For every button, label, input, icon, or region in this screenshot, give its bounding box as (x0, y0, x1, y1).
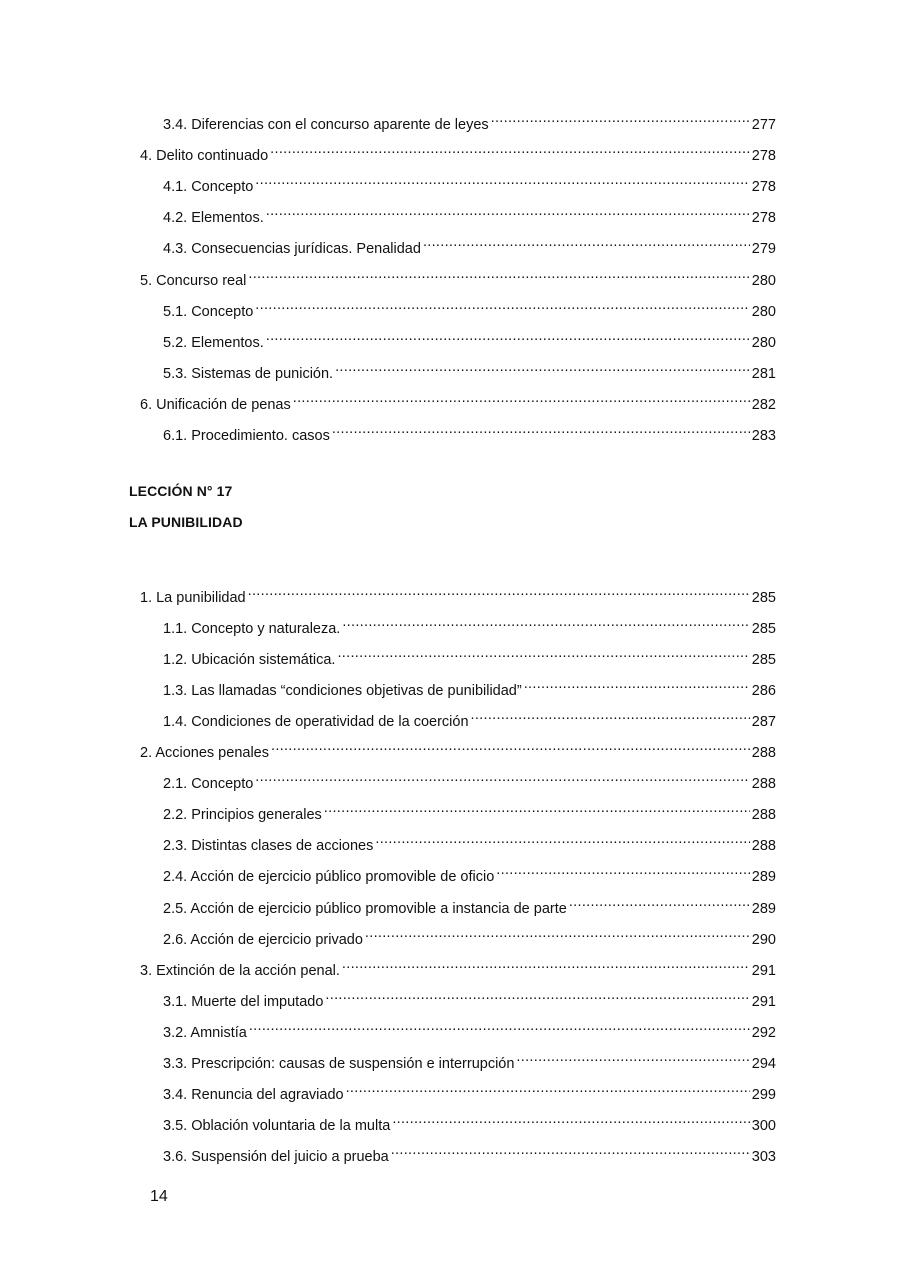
toc-dot-leader (248, 263, 749, 285)
toc-entry-title: 2.5. Acción de ejercicio público promovible a instancia de parte (163, 900, 567, 917)
toc-entry[interactable] (163, 828, 776, 855)
toc-entry[interactable] (163, 859, 776, 886)
toc-entry[interactable] (163, 797, 776, 824)
toc-entry-page: 281 (751, 365, 776, 382)
toc-entry-page: 285 (751, 652, 776, 669)
toc-entry[interactable] (140, 735, 776, 762)
toc-dot-leader (255, 169, 750, 191)
toc-entry[interactable] (163, 1046, 776, 1072)
toc-entry-page: 280 (751, 334, 776, 351)
toc-entry-title: 2.1. Concepto (163, 776, 254, 793)
toc-dot-leader (392, 1108, 749, 1130)
toc-entry[interactable] (163, 1077, 776, 1103)
toc-entry-page: 292 (751, 1024, 776, 1041)
toc-entry[interactable] (163, 356, 776, 382)
toc-entry-page: 278 (751, 210, 776, 227)
toc-dot-leader (249, 1015, 750, 1037)
toc-entry-title: 1.2. Ubicación sistemática. (163, 652, 336, 669)
toc-entry-page: 291 (751, 962, 776, 979)
toc-entry-page: 299 (751, 1086, 776, 1103)
toc-dot-leader (342, 953, 750, 975)
toc-entry-page: 278 (751, 148, 776, 165)
toc-entry-page: 279 (751, 241, 776, 258)
toc-entry[interactable] (163, 984, 776, 1010)
toc-dot-leader (324, 797, 750, 819)
toc-entry-title: 5.2. Elementos. (163, 334, 264, 351)
toc-entry-title: 2.4. Acción de ejercicio público promovible de oficio (163, 869, 495, 886)
toc-entry[interactable] (163, 1139, 776, 1165)
toc-entry-page: 300 (751, 1117, 776, 1134)
toc-entry[interactable] (140, 387, 776, 413)
toc-dot-leader (325, 984, 749, 1006)
toc-entry-page: 285 (751, 590, 776, 606)
toc-dot-leader (337, 642, 749, 664)
toc-dot-leader (365, 922, 750, 944)
toc-entry-title: 3.1. Muerte del imputado (163, 993, 324, 1010)
toc-entry-title: 2.6. Acción de ejercicio privado (163, 931, 363, 948)
toc-entry[interactable] (163, 107, 776, 133)
toc-entry-title: 6.1. Procedimiento. casos (163, 428, 330, 444)
toc-entry-page: 303 (751, 1148, 776, 1165)
toc-entry-title: 1.4. Condiciones de operatividad de la coerción (163, 714, 469, 731)
toc-entry-title: 6. Unificación de penas (140, 396, 291, 413)
toc-dot-leader (471, 704, 750, 726)
toc-entry-page: 288 (751, 745, 776, 762)
toc-entry-title: 5.1. Concepto (163, 303, 254, 320)
toc-entry[interactable] (163, 891, 776, 917)
toc-dot-leader (391, 1139, 750, 1161)
toc-entry-page: 288 (751, 838, 776, 855)
toc-entry-title: 2.3. Distintas clases de acciones (163, 838, 374, 855)
toc-dot-leader (255, 766, 750, 788)
toc-entry-page: 280 (751, 272, 776, 289)
toc-entry-title: 3.3. Prescripción: causas de suspensión e interrupción (163, 1055, 515, 1072)
page-number: 14 (150, 1188, 168, 1205)
toc-entry-page: 288 (751, 776, 776, 793)
toc-entry-page: 294 (751, 1055, 776, 1072)
toc-entry[interactable] (163, 642, 776, 669)
toc-entry[interactable] (163, 418, 776, 444)
toc-dot-leader (516, 1046, 749, 1068)
toc-entry-title: 5. Concurso real (140, 272, 247, 289)
toc-dot-leader (332, 418, 750, 440)
toc-entry-page: 283 (751, 428, 776, 444)
toc-entry[interactable] (163, 325, 776, 351)
toc-dot-leader (375, 828, 749, 850)
toc-entry[interactable] (163, 200, 776, 227)
toc-dot-leader (491, 107, 750, 129)
toc-entry-page: 291 (751, 993, 776, 1010)
toc-entry-title: 1.1. Concepto y naturaleza. (163, 621, 341, 638)
toc-entry[interactable] (140, 953, 776, 979)
toc-entry[interactable] (140, 138, 776, 165)
toc-dot-leader (266, 200, 750, 222)
toc-entry-page: 285 (751, 621, 776, 638)
toc-dot-leader (293, 387, 750, 409)
toc-entry-page: 286 (751, 683, 776, 700)
toc-entry-title: 5.3. Sistemas de punición. (163, 365, 334, 382)
toc-entry-page: 290 (751, 931, 776, 948)
toc-dot-leader (335, 356, 750, 378)
toc-entry-title: 4.1. Concepto (163, 179, 254, 196)
toc-entry[interactable] (163, 611, 776, 638)
toc-dot-leader (569, 891, 750, 913)
toc-entry-title: 4. Delito continuado (140, 148, 269, 165)
toc-entry[interactable] (163, 1108, 776, 1134)
toc-dot-leader (271, 735, 750, 757)
toc-dot-leader (248, 580, 750, 602)
toc-entry-page: 289 (751, 869, 776, 886)
toc-dot-leader (496, 859, 750, 881)
toc-entry-title: 3. Extinción de la acción penal. (140, 962, 340, 979)
toc-dot-leader (255, 294, 750, 316)
toc-entry-page: 289 (751, 900, 776, 917)
toc-entry-page: 288 (751, 807, 776, 824)
lesson-title: LA PUNIBILIDAD (129, 514, 243, 530)
toc-dot-leader (346, 1077, 750, 1099)
toc-entry-title: 4.3. Consecuencias jurídicas. Penalidad (163, 241, 421, 258)
toc-entry-title: 2.2. Principios generales (163, 807, 322, 824)
toc-entry[interactable] (163, 169, 776, 196)
lesson-number: LECCIÓN N° 17 (129, 483, 233, 499)
toc-entry-title: 3.4. Renuncia del agraviado (163, 1086, 344, 1103)
toc-entry-title: 3.6. Suspensión del juicio a prueba (163, 1148, 389, 1165)
toc-entry[interactable] (163, 766, 776, 793)
toc-entry-title: 3.4. Diferencias con el concurso aparente de leyes (163, 117, 489, 133)
toc-entry-title: 4.2. Elementos. (163, 210, 264, 227)
toc-entry-title: 3.2. Amnistía (163, 1024, 247, 1041)
toc-entry[interactable] (163, 231, 776, 258)
toc-entry[interactable] (163, 294, 776, 320)
toc-entry-page: 287 (751, 714, 776, 731)
toc-entry[interactable] (163, 922, 776, 948)
toc-entry-title: 1. La punibilidad (140, 590, 246, 606)
toc-entry-title: 1.3. Las llamadas “condiciones objetivas de punibilidad” (163, 683, 522, 700)
toc-dot-leader (342, 611, 749, 633)
toc-entry[interactable] (163, 1015, 776, 1041)
toc-dot-leader (524, 673, 750, 695)
toc-dot-leader (423, 231, 750, 253)
toc-entry[interactable] (163, 704, 776, 731)
toc-entry-page: 282 (751, 396, 776, 413)
toc-entry-title: 3.5. Oblación voluntaria de la multa (163, 1117, 391, 1134)
toc-entry[interactable] (163, 673, 776, 700)
toc-dot-leader (266, 325, 750, 347)
toc-entry[interactable] (140, 580, 776, 606)
toc-entry[interactable] (140, 263, 776, 289)
toc-entry-title: 2. Acciones penales (140, 745, 269, 762)
toc-dot-leader (270, 138, 750, 160)
toc-entry-page: 277 (751, 117, 776, 133)
toc-entry-page: 280 (751, 303, 776, 320)
toc-entry-page: 278 (751, 179, 776, 196)
